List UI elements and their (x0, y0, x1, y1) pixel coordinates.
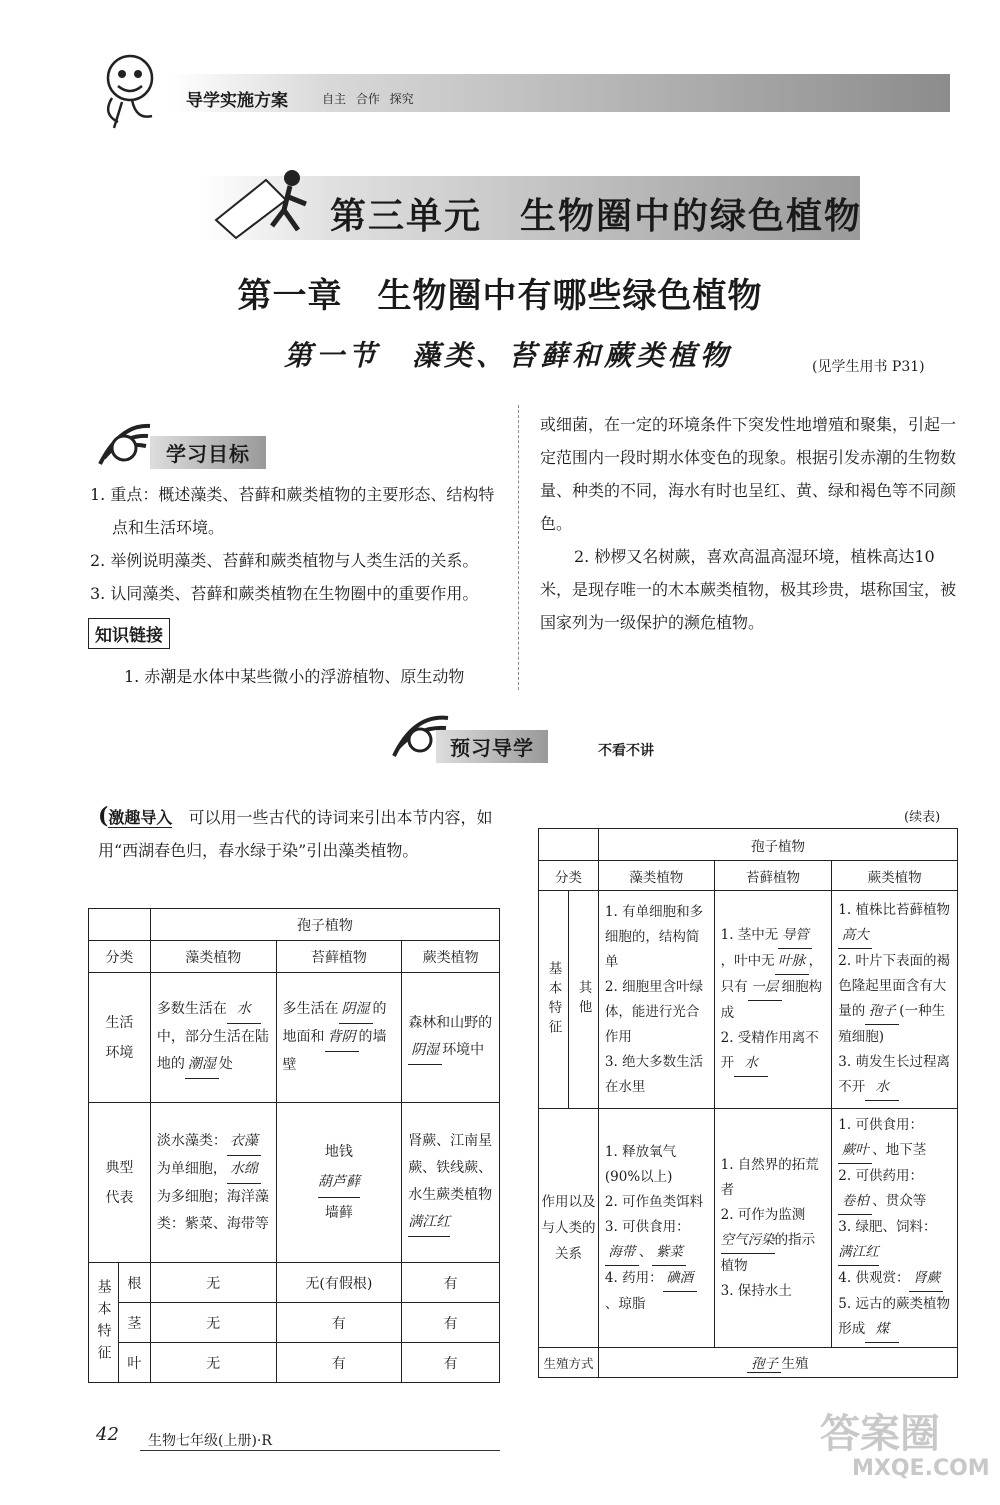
knowledge-p2: 2. 桫椤又名树蕨，喜欢高温高湿环境，植株高达10米，是现存唯一的木本蕨类植物，极其珍贵，堪称国宝，被国家列为一级保护的濒危植物。 (540, 547, 957, 632)
t1-cell: 有 (402, 1343, 500, 1383)
intro-bracket: ( (98, 803, 109, 829)
watermark-logo: 答案圈 (820, 1411, 940, 1457)
t2-basic-label: 基本特征 (539, 891, 569, 1109)
t2-other-label: 其他 (568, 891, 598, 1109)
t1-cell: 无 (150, 1343, 276, 1383)
table-2 (538, 828, 958, 1378)
t2-moss-other: 1. 茎中无 导管，叶中无 叶脉 ，只有 一层 细胞构成 2. 受精作用离不开 水 (714, 891, 832, 1109)
page-number: 42 (96, 1424, 119, 1445)
t1-examples-label: 典型代表 (89, 1103, 151, 1263)
t1-cell: 有 (402, 1263, 500, 1303)
table-1 (88, 908, 500, 1383)
t2-use-label: 作用以及与人类的关系 (539, 1109, 599, 1348)
t2-algae-use: 1. 释放氧气(90%以上) 2. 可作鱼类饵料 3. 可供食用：海带 、 紫菜 4. 药用： 碘酒、琼脂 (598, 1109, 714, 1348)
preview-tag: 不看不讲 (598, 743, 654, 759)
t2-fern-other: 1. 植株比苔藓植物高大 2. 叶片下表面的褐色隆起里面含有大量的 孢子 (一种生殖细胞) 3. 萌发生长过程离不开 水 (832, 891, 958, 1109)
runner-icon (206, 160, 316, 240)
t1-cell: 有 (276, 1303, 402, 1343)
t1-examples-fern: 肾蕨、江南星蕨、铁线蕨、水生蕨类植物满江红 (402, 1103, 500, 1263)
t1-part: 根 (118, 1263, 150, 1303)
t2-header: 藻类植物 (598, 861, 714, 891)
watermark-url: MXQE.COM (852, 1456, 990, 1481)
goal-item: 2. 举例说明藻类、苔藓和蕨类植物与人类生活的关系。 (90, 551, 479, 570)
intro (98, 800, 508, 867)
goal-item: 1. 重点：概述藻类、苔藓和蕨类植物的主要形态、结构特点和生活环境。 (90, 485, 495, 537)
footer-book: 生物七年级(上册)·R (148, 1433, 272, 1449)
t1-header: 蕨类植物 (402, 941, 500, 973)
t1-cell: 有 (402, 1303, 500, 1343)
unit-title: 第三单元 生物圈中的绿色植物 (330, 196, 863, 237)
t1-basic-label: 基本特征 (89, 1263, 119, 1383)
intro-label: 激趣导入 (108, 808, 173, 827)
t1-top-header: 孢子植物 (150, 909, 499, 941)
t1-cell: 有 (276, 1343, 402, 1383)
t1-header: 分类 (89, 941, 151, 973)
t1-cell: 无(有假根) (276, 1263, 402, 1303)
t2-header: 苔藓植物 (714, 861, 832, 891)
intro-text: 可以用一些古代的诗词来引出本节内容，如用“西湖春色归，春水绿于染”引出藻类植物。 (98, 808, 493, 860)
knowledge-p1-cont: 或细菌，在一定的环境条件下突发性地增殖和聚集，引起一定范围内一段时期水体变色的现象。根据引发赤潮的生物数量、种类的不同，海水有时也呈红、黄、绿和褐色等不同颜色。 (540, 415, 957, 533)
t1-habitat-label: 生活环境 (89, 973, 151, 1103)
footer-rule (140, 1450, 500, 1451)
t2-repro: 孢子 生殖 (598, 1348, 957, 1378)
t2-moss-use: 1. 自然界的拓荒者 2. 可作为监测空气污染的指示植物 3. 保持水土 (714, 1109, 832, 1348)
t1-header: 苔藓植物 (276, 941, 402, 973)
section-ref: (见学生用书 P31) (812, 359, 925, 375)
t1-part: 叶 (118, 1343, 150, 1383)
t2-fern-use: 1. 可供食用：蕨叶 、地下茎 2. 可供药用：卷柏 、贯众等 3. 绿肥、饲料：满江红 4. 供观赏： 肾蕨 5. 远古的蕨类植物形成 煤 (832, 1109, 958, 1348)
t1-habitat-algae: 多数生活在 水中，部分生活在陆地的 潮湿 处 (150, 973, 276, 1103)
t1-part: 茎 (118, 1303, 150, 1343)
chapter-title: 第一章 生物圈中有哪些绿色植物 (237, 276, 763, 316)
t2-header: 蕨类植物 (832, 861, 958, 891)
t1-cell: 无 (150, 1303, 276, 1343)
t2-repro-label: 生殖方式 (539, 1348, 599, 1378)
t2-header: 分类 (539, 861, 599, 891)
t1-header: 藻类植物 (150, 941, 276, 973)
column-divider (518, 405, 519, 690)
t1-examples-moss: 地钱 葫芦藓 墙藓 (276, 1103, 402, 1263)
header-title: 导学实施方案 (186, 91, 288, 111)
preview-heading: 预习导学 (436, 730, 548, 763)
knowledge-heading: 知识链接 (88, 618, 170, 649)
t1-examples-algae: 淡水藻类： 衣藻为单细胞， 水绵为多细胞；海洋藻类：紫菜、海带等 (150, 1103, 276, 1263)
section-title: 第一节 藻类、苔藓和蕨类植物 (284, 339, 733, 372)
t2-top-header: 孢子植物 (598, 829, 957, 861)
t2-algae-other: 1. 有单细胞和多细胞的，结构简单 2. 细胞里含叶绿体，能进行光合作用 3. 绝大多数生活在水里 (598, 891, 714, 1109)
knowledge-p1-start: 1. 赤潮是水体中某些微小的浮游植物、原生动物 (124, 667, 465, 686)
goals-list (90, 478, 508, 610)
t1-habitat-fern: 森林和山野的阴湿 环境中 (402, 973, 500, 1103)
t1-habitat-moss: 多生活在 阴湿 的地面和 背阴 的墙壁 (276, 973, 402, 1103)
table2-continued: (续表) (904, 810, 941, 825)
goals-heading: 学习目标 (150, 436, 266, 469)
mascot-logo (92, 50, 178, 130)
goal-item: 3. 认同藻类、苔藓和蕨类植物在生物圈中的重要作用。 (90, 584, 479, 603)
t1-cell: 无 (150, 1263, 276, 1303)
header-subtitle: 自主 合作 探究 (322, 92, 414, 106)
